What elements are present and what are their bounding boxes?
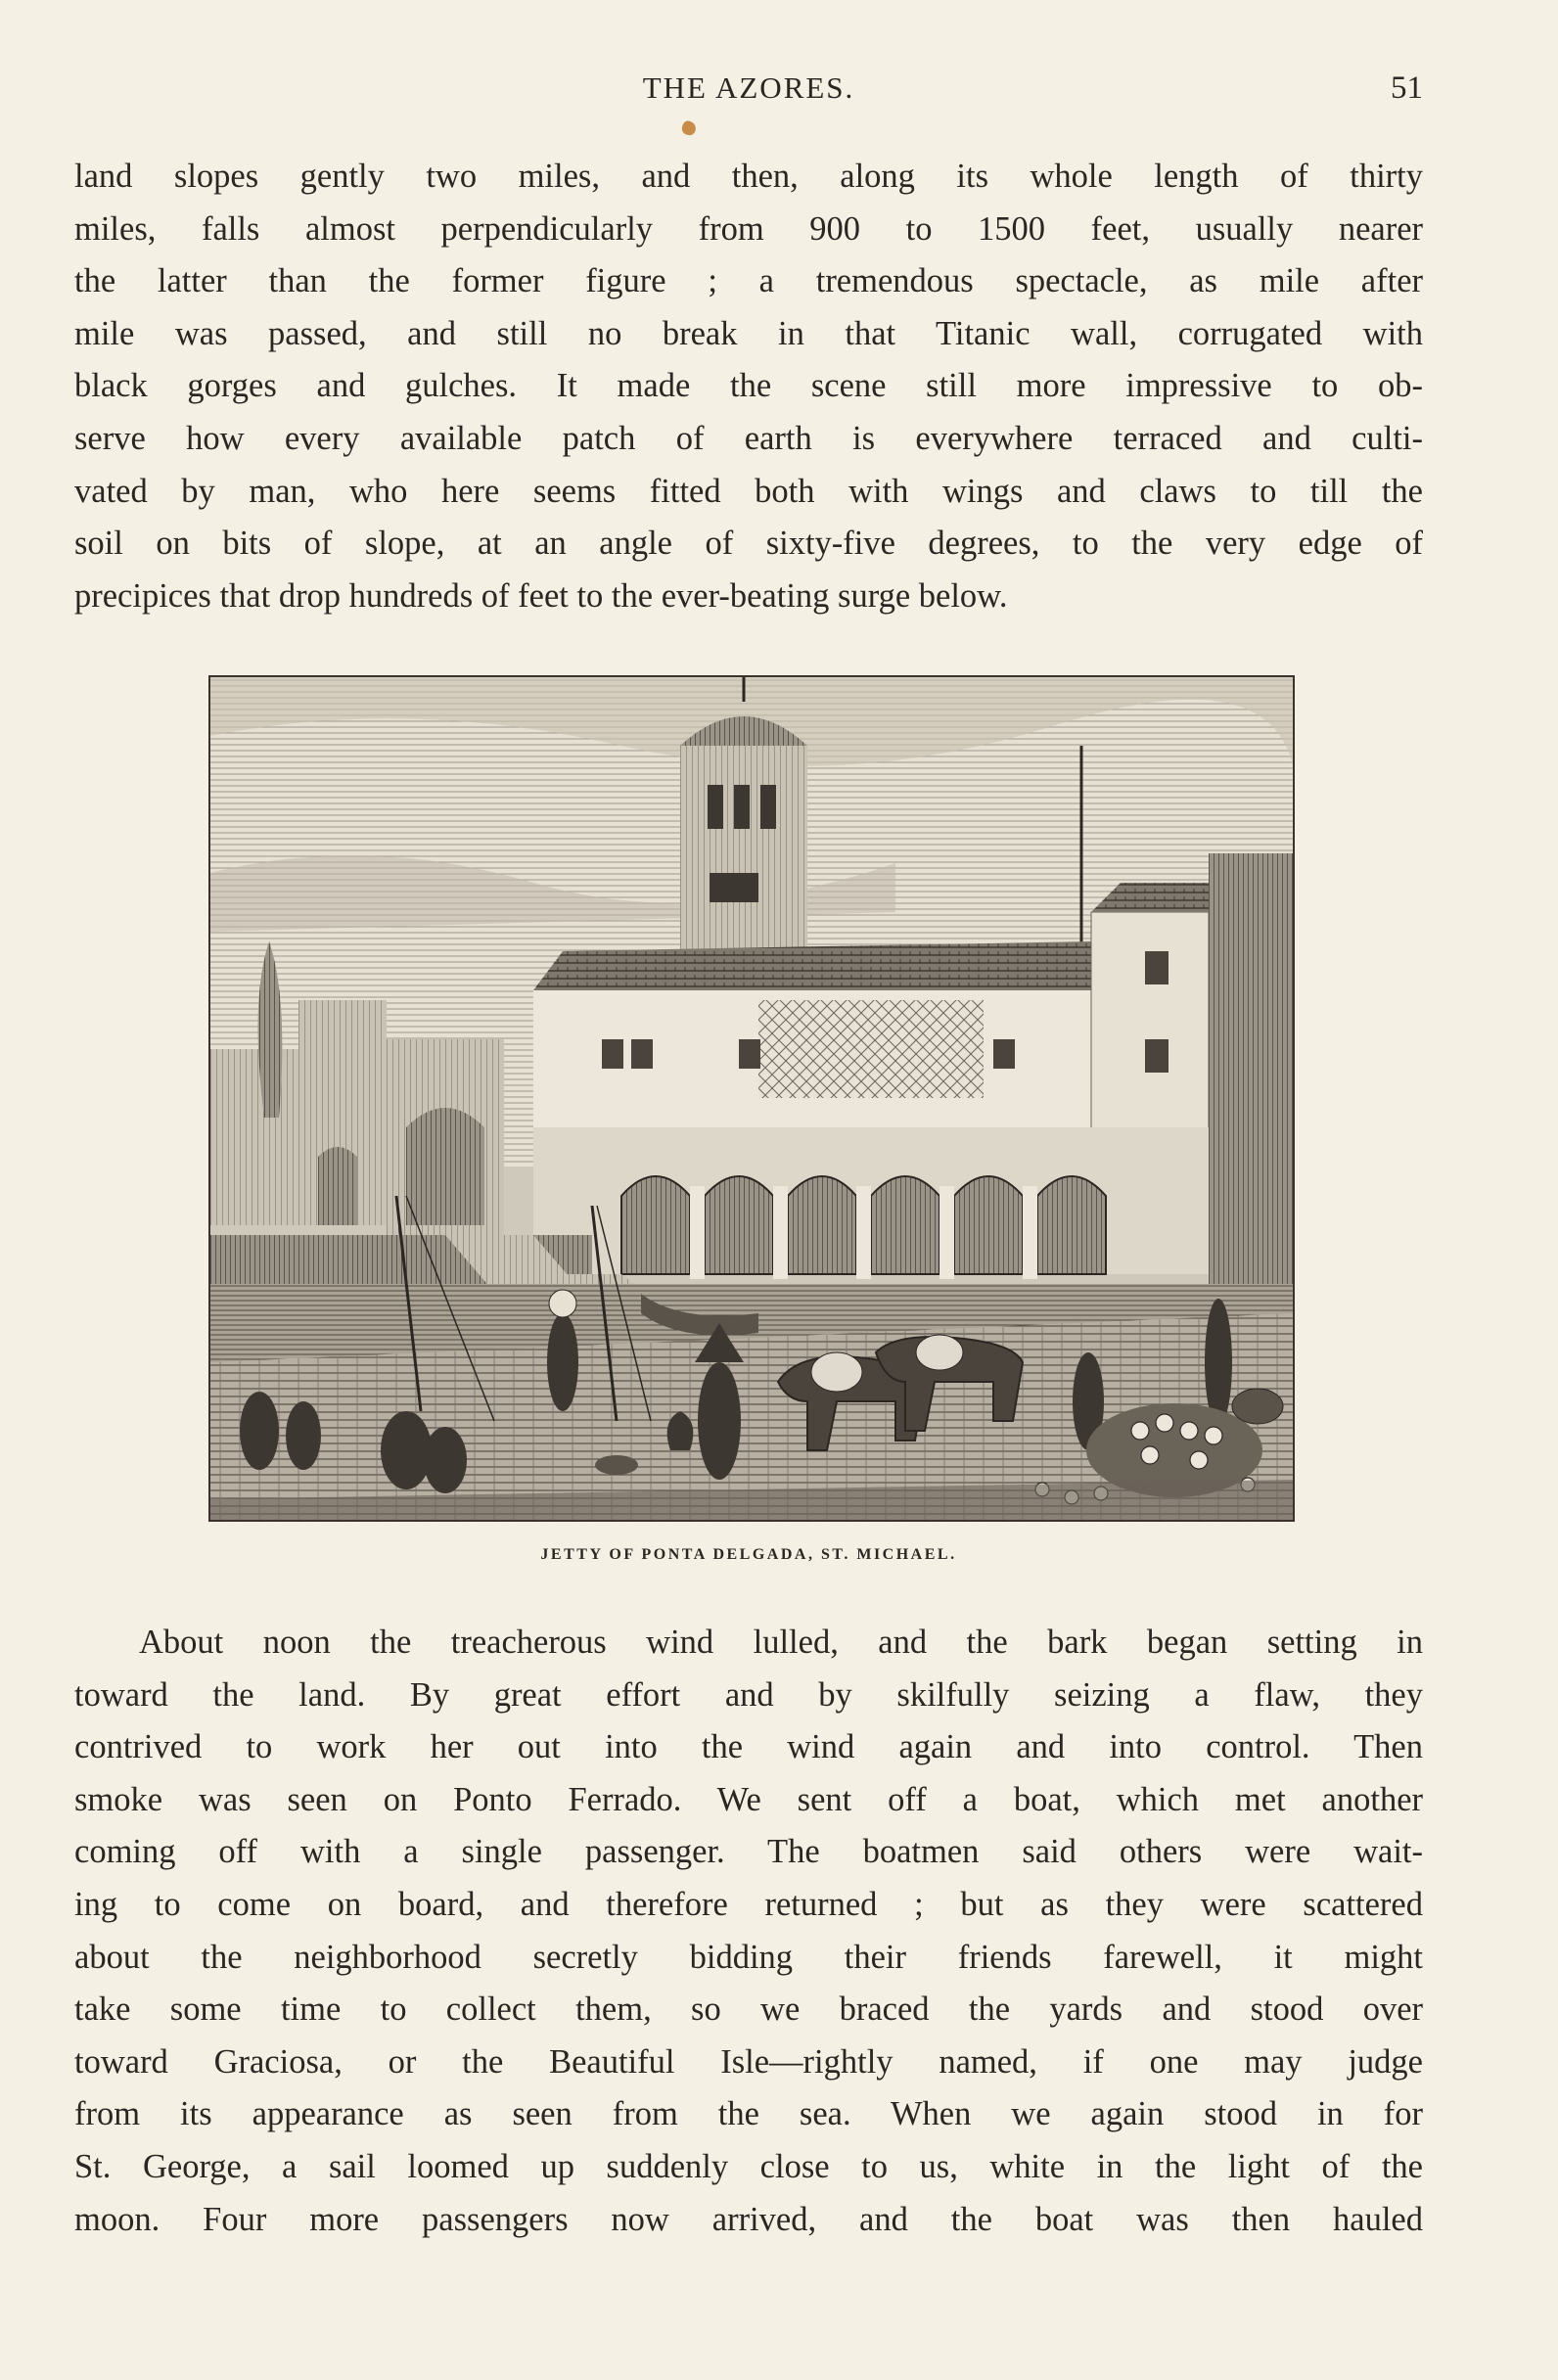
text-line: mile was passed, and still no break in that Titanic wall, corrugated with bbox=[74, 314, 1423, 352]
text-line: from its appearance as seen from the sea. When we again stood in for bbox=[74, 2095, 1423, 2133]
figure-caption: JETTY OF PONTA DELGADA, ST. MICHAEL. bbox=[540, 1546, 957, 1563]
text-line: toward Graciosa, or the Beautiful Isle—rightly named, if one may judge bbox=[74, 2042, 1423, 2081]
text-line: soil on bits of slope, at an angle of sixty-five degrees, to the very edge of bbox=[74, 525, 1423, 563]
running-title: THE AZORES. bbox=[642, 70, 855, 105]
page-number: 51 bbox=[1391, 70, 1423, 106]
text-line: About noon the treacherous wind lulled, and the bark began setting in bbox=[139, 1624, 1423, 1661]
ink-blot-mark bbox=[680, 119, 698, 137]
text-line: ing to come on board, and therefore returned ; but as they were scattered bbox=[74, 1885, 1423, 1923]
text-line: toward the land. By great effort and by skilfully seizing a flaw, they bbox=[74, 1675, 1423, 1714]
text-line: coming off with a single passenger. The boatmen said others were wait- bbox=[74, 1833, 1423, 1871]
text-line: moon. Four more passengers now arrived, and the boat was then hauled bbox=[74, 2200, 1423, 2238]
text-line: take some time to collect them, so we braced the yards and stood over bbox=[74, 1991, 1423, 2029]
text-line: contrived to work her out into the wind again and into control. Then bbox=[74, 1728, 1423, 1766]
text-line: black gorges and gulches. It made the scene still more impressive to ob- bbox=[74, 367, 1423, 405]
text-line: land slopes gently two miles, and then, along its whole length of thirty bbox=[74, 158, 1423, 195]
text-line: the latter than the former figure ; a tremendous spectacle, as mile after bbox=[74, 262, 1423, 300]
text-line: miles, falls almost perpendicularly from 900 to 1500 feet, usually nearer bbox=[74, 209, 1423, 248]
paragraph-2 bbox=[74, 1617, 1423, 2246]
harbor-engraving-icon bbox=[210, 677, 1293, 1520]
text-line: vated by man, who here seems fitted both with wings and claws to till the bbox=[74, 472, 1423, 510]
running-head bbox=[74, 70, 1423, 119]
text-line: precipices that drop hundreds of feet to the ever-beating surge below. bbox=[74, 576, 1008, 615]
text-line: serve how every available patch of earth is everywhere terraced and culti- bbox=[74, 419, 1423, 457]
paragraph-1 bbox=[74, 151, 1423, 622]
text-line: smoke was seen on Ponto Ferrado. We sent off a boat, which met another bbox=[74, 1780, 1423, 1818]
text-line: St. George, a sail loomed up suddenly close to us, white in the light of the bbox=[74, 2147, 1423, 2185]
text-line: about the neighborhood secretly bidding their friends farewell, it might bbox=[74, 1938, 1423, 1976]
engraving-illustration bbox=[208, 675, 1295, 1522]
